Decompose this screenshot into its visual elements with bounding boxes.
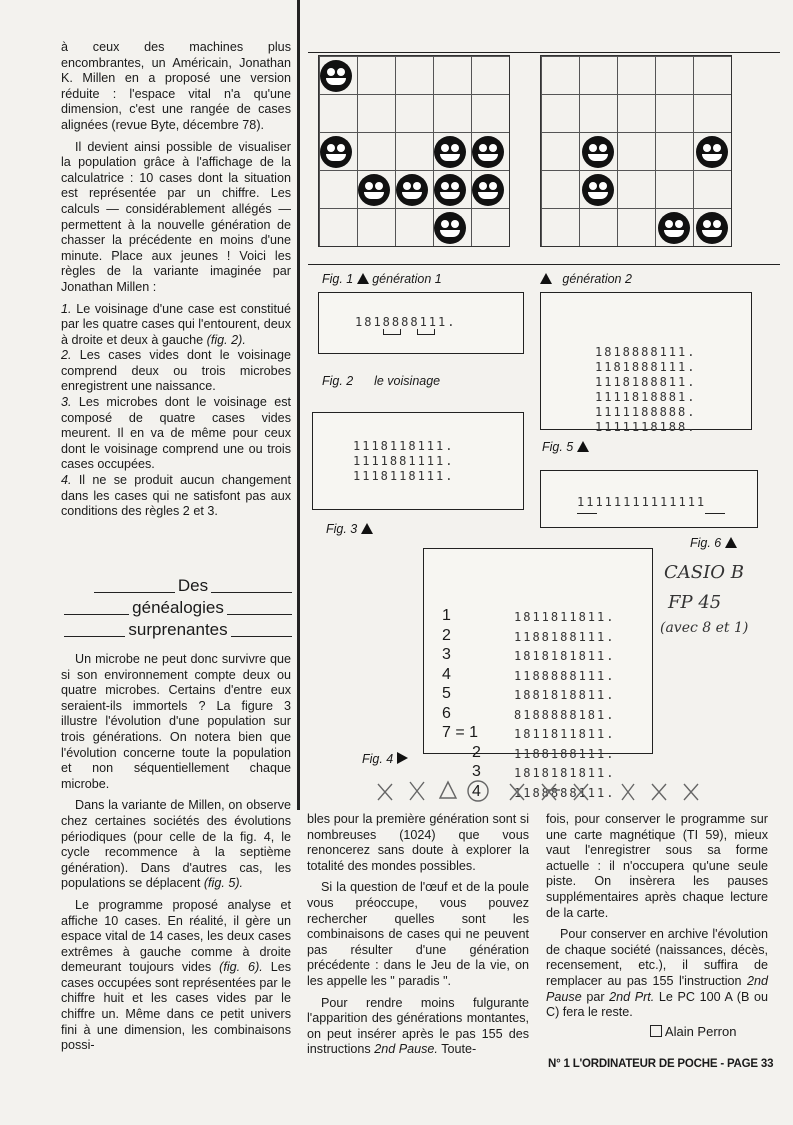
fig6-caption: Fig. 6 [690, 536, 737, 550]
paragraph: Il devient ainsi possible de visualiser la population grâce à l'affichage de la calculatrice : 10 cases dont la situation est représentée par un chiffre. Les calculs — considérablement allégés — permettent à la nouvelle génération de chasser la précédente en moins d'une minute. Place aux jeunes ! Voici les règles de la variante imaginée par Jonathan Millen : [61, 139, 291, 294]
handwritten-note: (avec 8 et 1) [660, 620, 749, 636]
paragraph: Le programme proposé analyse et affiche 10 cases. En réalité, il gère un espace vital de 14 cases, les deux cases extrêmes à gauche comme à droite demeurant toujours vides (fig. 6). Les cases occupées sont représentées par le chiffre huit et les cases vides par le chiffre un. Même dans ce petit univers fini à une dimension, les combinaisons possi- [61, 897, 291, 1053]
fig6-display: 11111111111111 [577, 495, 707, 509]
microbe-icon [696, 136, 728, 168]
section-heading: Des généalogies surprenantes [64, 575, 292, 641]
fig2-display-box [318, 292, 524, 354]
triangle-up-icon [361, 523, 373, 534]
microbe-icon [320, 60, 352, 92]
checkbox-square-icon [650, 1025, 662, 1037]
rule-2: 2. Les cases vides dont le voisinage comprend deux ou trois microbes enregistrent une naissance. [61, 348, 292, 394]
fig1-caption: Fig. 1 génération 1 [322, 272, 442, 286]
paragraph: Pour conserver en archive l'évolution de chaque société (naissances, décès, recensement, etc.), il suffira de remplacer au pas 155 l'instruction 2nd Pause par 2nd Prt. Le PC 100 A (B ou C) fera le reste. [546, 927, 768, 1020]
fig1-bottom-rule [308, 264, 780, 265]
gen2-caption: génération 2 [540, 272, 632, 286]
left-column [61, 40, 291, 520]
handwritten-note: CASIO B [664, 562, 744, 583]
edge-marker [577, 513, 597, 514]
microbe-icon [358, 174, 390, 206]
microbe-icon [434, 174, 466, 206]
microbe-icon [320, 136, 352, 168]
paragraph: Si la question de l'œuf et de la poule vous préoccupe, vous pouvez rechercher quelles sont les combinaisons de cases qui ne peuvent pas résulter d'une génération précédente : dans le Jeu de la vie, on les appelle les " paradis ". [307, 880, 529, 988]
microbe-icon [472, 174, 504, 206]
microbe-icon [434, 136, 466, 168]
fig4-generation-numbers: 1 2 3 4 5 6 7 = 1 2 3 4 [442, 607, 481, 800]
handwritten-note: FP 45 [668, 592, 722, 613]
paragraph: Pour rendre moins fulgurante l'apparition des générations montantes, on peut insérer après le pas 155 des instructions 2nd Pause. Toute- [307, 995, 529, 1057]
figure-left-rule [297, 0, 300, 810]
middle-column [307, 812, 529, 1064]
neighbour-bracket [417, 329, 435, 335]
fig3-display-box [312, 412, 524, 510]
paragraph: à ceux des machines plus encombrantes, un Américain, Jonathan K. Millen en a proposé une version réduite : l'espace vital n'a qu'une dimension, c'est une rangée de cases alignées (revue Byte, décembre 78). [61, 40, 291, 132]
fig3-caption: Fig. 3 [326, 522, 373, 536]
microbe-icon [696, 212, 728, 244]
handwritten-scribbles [370, 776, 730, 806]
microbe-icon [582, 136, 614, 168]
triangle-up-icon [725, 537, 737, 548]
microbe-icon [434, 212, 466, 244]
paragraph: fois, pour conserver le programme sur une carte magnétique (TI 59), mieux vaut l'enregistrer sous sa forme actuelle : il n'occupera qu'une seule piste. On insèrera les pauses supplémentaires après chaque lecture de la carte. [546, 812, 768, 920]
microbe-icon [582, 174, 614, 206]
right-column [546, 812, 768, 1027]
fig2-caption: Fig. 2 le voisinage [322, 374, 441, 388]
edge-marker [705, 513, 725, 514]
fig4-display: 1811811811. 1188188111. 1818181811. 1188888111. 1881818811. 8188888181. 1811811811. 1188188111. 1818181811. 1188888111. [514, 610, 616, 800]
triangle-right-icon [397, 752, 408, 764]
fig6-display-box [540, 470, 758, 528]
figure-top-rule [308, 52, 780, 53]
triangle-up-icon [357, 273, 369, 284]
fig2-display: 1818888111. [355, 315, 457, 329]
microbe-icon [396, 174, 428, 206]
triangle-up-icon [577, 441, 589, 452]
microbe-icon [658, 212, 690, 244]
neighbour-bracket [383, 329, 401, 335]
rule-4: 4. Il ne se produit aucun changement dans les cases qui ne satisfont pas aux conditions des règles 2 et 3. [61, 473, 291, 519]
rule-3: 3. Les microbes dont le voisinage est composé de quatre cases vides meurent. Il en va de même pour ceux dont le voisinage comprend une ou trois cases occupées. [61, 395, 291, 472]
left-column-lower [61, 652, 291, 1060]
fig5-display: 1818888111. 1181888111. 1118188811. 1111818881. 1111188888. 1111118188. [595, 345, 697, 434]
page-footer: N° 1 L'ORDINATEUR DE POCHE - PAGE 33 [548, 1058, 774, 1070]
paragraph: Dans la variante de Millen, on observe chez certaines sociétés des évolutions périodiques (pour celle de la fig. 4, le cycle recommence à la septième génération). Dans d'autres cas, les populations se déplacent (fig. 5). [61, 798, 291, 891]
fig5-display-box [540, 292, 752, 434]
triangle-up-icon [540, 273, 552, 284]
fig4-display-box [423, 548, 653, 800]
microbe-icon [472, 136, 504, 168]
paragraph: bles pour la première génération sont si nombreuses (1024) que vous renoncerez sans doute à explorer la totalité des mondes possibles. [307, 812, 529, 873]
fig5-caption: Fig. 5 [542, 440, 589, 454]
author-signature: Alain Perron [650, 1024, 736, 1039]
fig4-caption: Fig. 4 [362, 752, 408, 766]
rule-1: 1. Le voisinage d'une case est constitué par les quatre cases qui l'entourent, deux à droite et deux à gauche (fig. 2). [61, 301, 291, 347]
fig3-display: 1118118111. 1111881111. 1118118111. [353, 439, 455, 483]
paragraph: Un microbe ne peut donc survivre que si son environnement compte deux ou quatre microbes. Certains d'entre eux seraient-ils immortels ? La figure 3 illustre l'évolution d'une population sur trois générations. On notera bien que l'évolution concerne toute la population et non séquentiellement chaque microbe. [61, 652, 291, 791]
